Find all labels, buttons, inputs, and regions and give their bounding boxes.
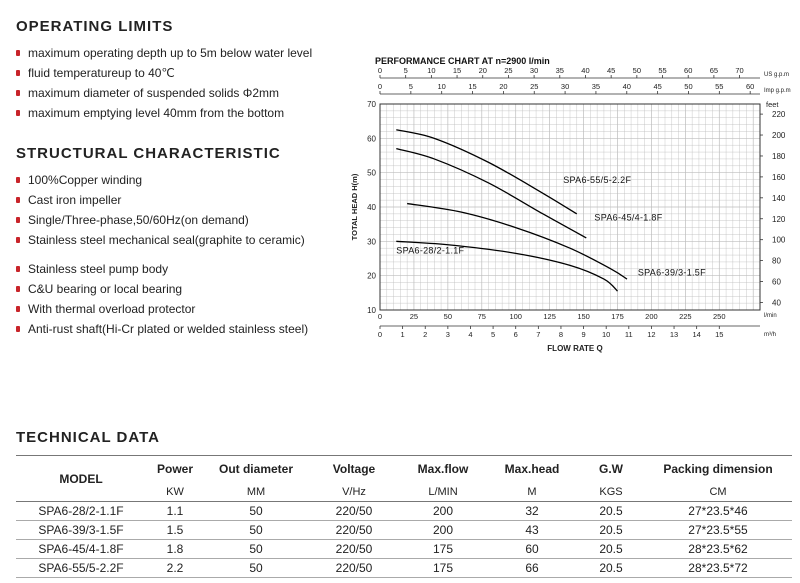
imp-tick-label: 0 xyxy=(377,82,383,91)
table-cell: 1.5 xyxy=(146,521,204,540)
m3h-tick-label: 12 xyxy=(647,330,656,339)
column-header: Voltage xyxy=(308,456,400,483)
technical-data-table xyxy=(16,455,792,578)
feet-tick-label: 160 xyxy=(772,172,786,182)
table-cell: 20.5 xyxy=(578,521,644,540)
us-tick-label: 20 xyxy=(478,66,487,75)
table-cell: 2.2 xyxy=(146,559,204,578)
column-header: MODEL xyxy=(16,456,146,502)
list-item: fluid temperatureup to 40℃ xyxy=(16,63,312,83)
m3h-tick-label: 2 xyxy=(423,330,428,339)
list-item: maximum operating depth up to 5m below water level xyxy=(16,43,312,63)
table-cell: 220/50 xyxy=(308,521,400,540)
list-item: maximum diameter of suspended solids Φ2mm xyxy=(16,83,312,103)
us-tick-label: 50 xyxy=(632,66,642,75)
m3h-tick-label: 8 xyxy=(558,330,564,339)
series-label: SPA6-39/3-1.5F xyxy=(637,267,706,278)
table-cell: 220/50 xyxy=(308,502,400,521)
column-header: Max.head xyxy=(486,456,578,483)
chart-grid xyxy=(380,104,760,310)
list-item: Stainless steel pump body xyxy=(16,259,308,279)
imp-tick-label: 15 xyxy=(468,82,477,91)
chart-labels xyxy=(396,175,706,278)
y-tick-label: 40 xyxy=(367,203,376,212)
table-row xyxy=(16,502,792,521)
list-item: C&U bearing or local bearing xyxy=(16,279,308,299)
series-label: SPA6-45/4-1.8F xyxy=(594,212,663,223)
bullet-icon xyxy=(16,50,20,56)
us-tick-label: 0 xyxy=(377,66,383,75)
operating-limits-list xyxy=(16,43,312,123)
list-item: 100%Copper winding xyxy=(16,170,305,190)
unit-cell: M xyxy=(486,483,578,502)
column-header: Out diameter xyxy=(204,456,308,483)
structural-list-2 xyxy=(16,259,308,339)
x-tick-label: 150 xyxy=(577,312,590,321)
m3h-tick-label: 4 xyxy=(468,330,473,339)
imp-tick-label: 30 xyxy=(560,82,570,91)
us-tick-label: 55 xyxy=(658,66,667,75)
bullet-icon xyxy=(16,306,20,312)
x-tick-label: 75 xyxy=(477,312,486,321)
y-tick-label: 20 xyxy=(367,271,376,281)
table-cell: 1.1 xyxy=(146,502,204,521)
x-tick-label: 25 xyxy=(409,312,419,321)
column-header: Max.flow xyxy=(400,456,486,483)
us-tick-label: 10 xyxy=(427,66,436,75)
us-tick-label: 5 xyxy=(403,66,408,75)
x-tick-label: 200 xyxy=(645,312,658,321)
bullet-icon xyxy=(16,70,20,76)
m3h-tick-label: 5 xyxy=(491,330,496,339)
feet-unit-label: feet xyxy=(766,100,779,109)
m3h-tick-label: 10 xyxy=(602,330,611,339)
x-tick-label: 175 xyxy=(611,312,624,321)
us-tick-label: 15 xyxy=(452,66,462,75)
column-header: Power xyxy=(146,456,204,483)
table-cell: 200 xyxy=(400,502,486,521)
x-tick-label: 225 xyxy=(679,312,692,321)
x-tick-label: 250 xyxy=(713,312,726,321)
table-cell: 60 xyxy=(486,540,578,559)
imp-tick-label: 5 xyxy=(408,82,413,91)
feet-tick-label: 60 xyxy=(772,277,781,287)
m3h-tick-label: 6 xyxy=(513,330,518,339)
feet-tick-label: 180 xyxy=(772,151,786,161)
table-cell: 50 xyxy=(204,502,308,521)
imp-tick-label: 45 xyxy=(653,82,662,91)
imp-tick-label: 40 xyxy=(622,82,631,91)
us-tick-label: 40 xyxy=(581,66,590,75)
structural-list-1 xyxy=(16,170,305,250)
y-tick-label: 10 xyxy=(367,306,376,315)
y-tick-label: 70 xyxy=(367,100,376,109)
m3h-tick-label: 9 xyxy=(581,330,586,339)
bullet-icon xyxy=(16,217,20,223)
unit-cell: KW xyxy=(146,483,204,502)
m3h-tick-label: 13 xyxy=(669,330,679,339)
unit-cell: KGS xyxy=(578,483,644,502)
list-item: With thermal overload protector xyxy=(16,299,308,319)
table-row xyxy=(16,521,792,540)
bullet-icon xyxy=(16,110,20,116)
us-tick-label: 70 xyxy=(735,66,744,75)
table-cell: 27*23.5*46 xyxy=(644,502,792,521)
m3h-tick-label: 7 xyxy=(536,330,541,339)
column-header: G.W xyxy=(578,456,644,483)
table-cell: 50 xyxy=(204,559,308,578)
x-tick-label: 0 xyxy=(377,312,383,321)
m3h-tick-label: 11 xyxy=(624,330,633,339)
x-tick-label: 50 xyxy=(443,312,453,321)
table-cell: 175 xyxy=(400,559,486,578)
table-cell: SPA6-55/5-2.2F xyxy=(16,559,146,578)
x-tick-label: 100 xyxy=(509,312,522,321)
bullet-icon xyxy=(16,90,20,96)
us-unit-label: US g.p.m xyxy=(764,72,790,78)
feet-tick-label: 80 xyxy=(772,256,781,266)
list-item: Single/Three-phase,50/60Hz(on demand) xyxy=(16,210,305,230)
unit-cell: MM xyxy=(204,483,308,502)
us-tick-label: 65 xyxy=(709,66,719,75)
table-cell: SPA6-28/2-1.1F xyxy=(16,502,146,521)
table-cell: 220/50 xyxy=(308,559,400,578)
imp-tick-label: 25 xyxy=(530,82,539,91)
series-label: SPA6-28/2-1.1F xyxy=(396,245,465,256)
imp-tick-label: 60 xyxy=(746,82,755,91)
bullet-icon xyxy=(16,237,20,243)
y-tick-label: 60 xyxy=(367,134,376,144)
operating-limits-title: OPERATING LIMITS xyxy=(16,18,174,35)
table-cell: 20.5 xyxy=(578,559,644,578)
structural-characteristic-title: STRUCTURAL CHARACTERISTIC xyxy=(16,145,281,162)
series-label: SPA6-55/5-2.2F xyxy=(563,174,632,185)
table-cell: 43 xyxy=(486,521,578,540)
feet-tick-label: 120 xyxy=(772,214,786,224)
table-cell: 28*23.5*62 xyxy=(644,540,792,559)
x-tick-label: 125 xyxy=(543,312,556,321)
chart-title: PERFORMANCE CHART AT n=2900 l/min xyxy=(375,56,550,66)
imp-tick-label: 10 xyxy=(437,82,446,91)
table-cell: 28*23.5*72 xyxy=(644,559,792,578)
feet-tick-label: 220 xyxy=(772,110,786,120)
m3h-tick-label: 1 xyxy=(400,330,405,339)
feet-tick-label: 100 xyxy=(772,235,786,245)
table-row xyxy=(16,559,792,578)
table-cell: 1.8 xyxy=(146,540,204,559)
table-cell: 27*23.5*55 xyxy=(644,521,792,540)
table-cell: 32 xyxy=(486,502,578,521)
table-cell: SPA6-39/3-1.5F xyxy=(16,521,146,540)
table-row xyxy=(16,540,792,559)
y-tick-label: 30 xyxy=(367,237,376,247)
table-cell: 50 xyxy=(204,540,308,559)
unit-cell: V/Hz xyxy=(308,483,400,502)
table-cell: 50 xyxy=(204,521,308,540)
table-cell: 66 xyxy=(486,559,578,578)
column-header: Packing dimension xyxy=(644,456,792,483)
technical-data-title: TECHNICAL DATA xyxy=(16,429,160,446)
x-unit-label: l/min xyxy=(764,313,777,319)
chart-curves xyxy=(396,130,627,291)
us-tick-label: 45 xyxy=(606,66,616,75)
feet-tick-label: 200 xyxy=(772,131,786,141)
m3h-unit-label: m³/h xyxy=(764,332,776,338)
table-cell: 20.5 xyxy=(578,540,644,559)
table-cell: 200 xyxy=(400,521,486,540)
list-item: maximum emptying level 40mm from the bottom xyxy=(16,103,312,123)
bullet-icon xyxy=(16,326,20,332)
m3h-tick-label: 3 xyxy=(445,330,450,339)
table-cell: SPA6-45/4-1.8F xyxy=(16,540,146,559)
imp-tick-label: 35 xyxy=(591,82,601,91)
m3h-tick-label: 14 xyxy=(692,330,701,339)
feet-tick-label: 140 xyxy=(772,193,786,203)
list-item: Cast iron impeller xyxy=(16,190,305,210)
bullet-icon xyxy=(16,177,20,183)
table-cell: 20.5 xyxy=(578,502,644,521)
table-cell: 220/50 xyxy=(308,540,400,559)
list-item: Stainless steel mechanical seal(graphite to ceramic) xyxy=(16,230,305,250)
imp-tick-label: 50 xyxy=(684,82,693,91)
list-item: Anti-rust shaft(Hi-Cr plated or welded stainless steel) xyxy=(16,319,308,339)
imp-tick-label: 20 xyxy=(499,82,508,91)
feet-tick-label: 40 xyxy=(772,298,781,308)
m3h-tick-label: 0 xyxy=(377,330,383,339)
x-axis-label: FLOW RATE Q xyxy=(547,344,603,353)
us-tick-label: 60 xyxy=(684,66,693,75)
performance-chart xyxy=(345,50,791,360)
unit-cell: CM xyxy=(644,483,792,502)
imp-unit-label: Imp g.p.m xyxy=(764,88,791,94)
us-tick-label: 30 xyxy=(529,66,539,75)
y-tick-label: 50 xyxy=(367,168,376,178)
y-axis-label: TOTAL HEAD H(m) xyxy=(350,173,359,241)
table-cell: 175 xyxy=(400,540,486,559)
bullet-icon xyxy=(16,266,20,272)
table-header-row xyxy=(16,456,792,483)
us-tick-label: 35 xyxy=(555,66,564,75)
imp-tick-label: 55 xyxy=(715,82,724,91)
bullet-icon xyxy=(16,286,20,292)
m3h-tick-label: 15 xyxy=(715,330,724,339)
us-tick-label: 25 xyxy=(504,66,513,75)
unit-cell: L/MIN xyxy=(400,483,486,502)
bullet-icon xyxy=(16,197,20,203)
